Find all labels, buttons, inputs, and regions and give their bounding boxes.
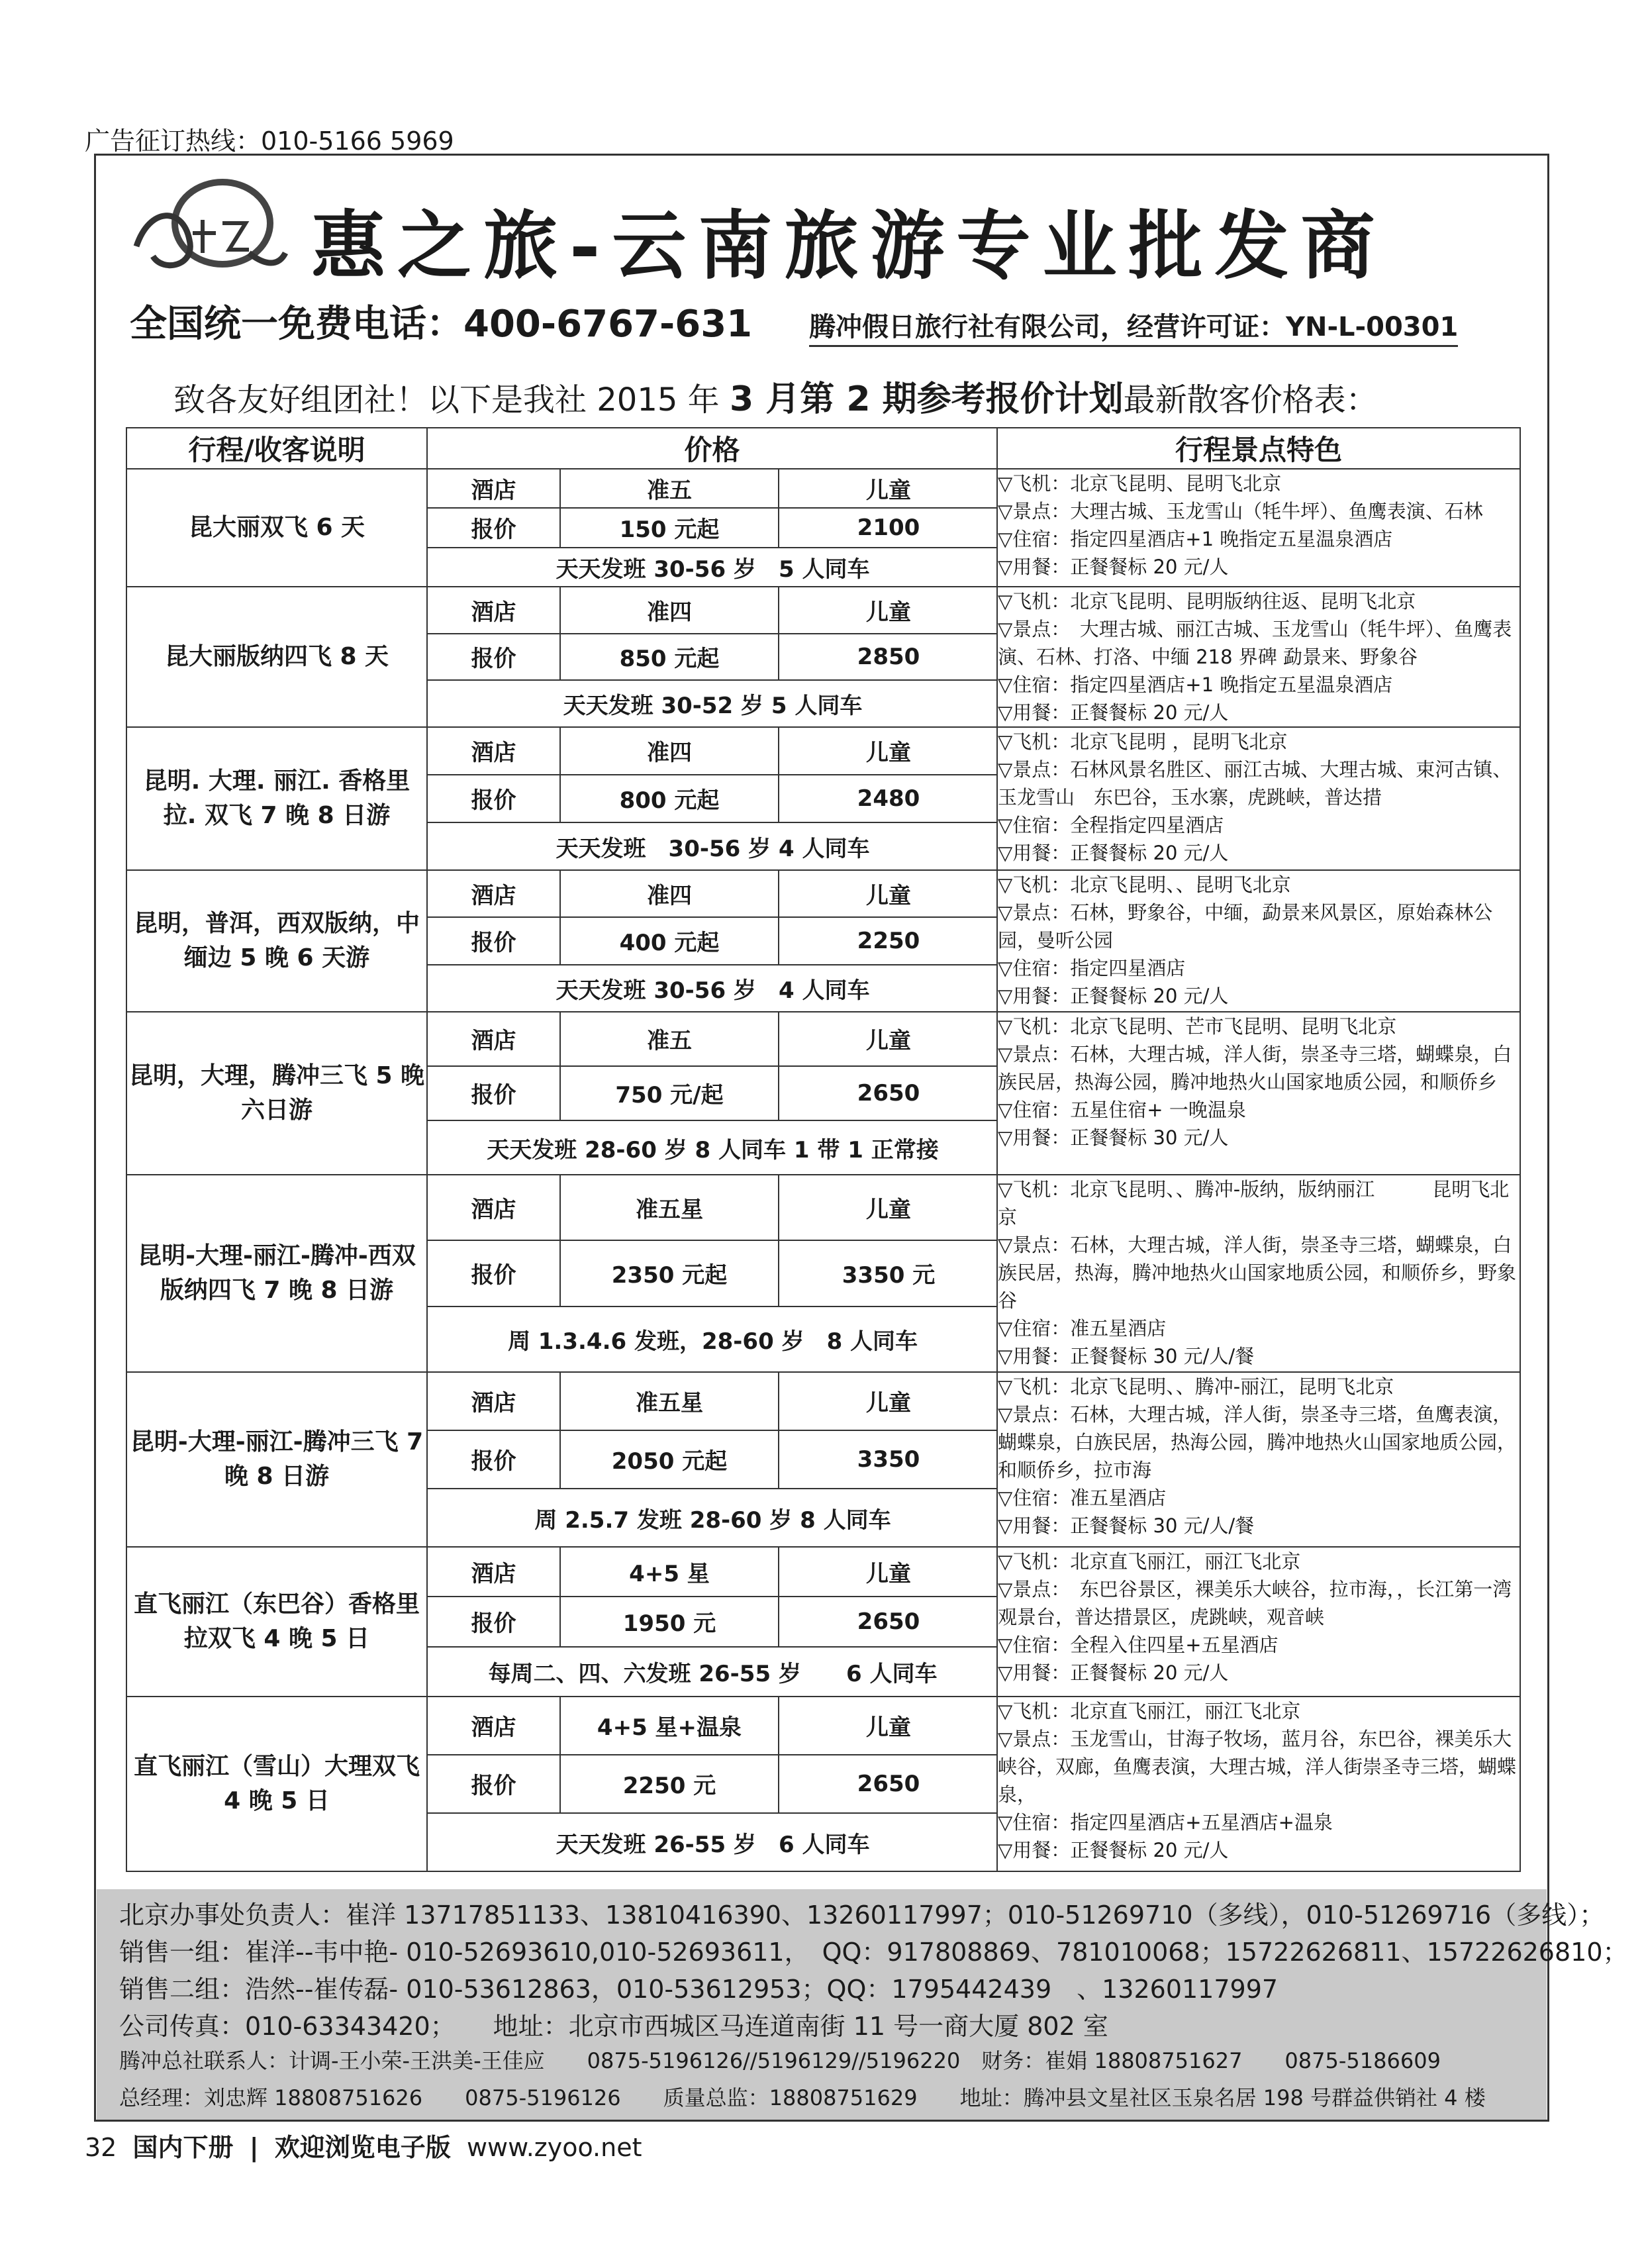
route-name: 直飞丽江（东巴谷）香格里拉双飞 4 晚 5 日 [126,1547,427,1697]
feature-line: ▽景点：石林，大理古城，洋人街，崇圣寺三塔，蝴蝶泉，白族民居，热海，腾冲地热火山国家地质公园，和顺侨乡，野象谷 [998,1234,1517,1312]
price-table [126,427,1521,1872]
feature-line: ▽飞机：北京飞昆明、昆明飞北京 [998,472,1282,495]
feature-line: ▽用餐：正餐餐标 30 元/人/餐 [998,1345,1255,1367]
adult-price: 2350 元起 [560,1240,779,1307]
tour-row [126,1372,1520,1547]
contact-fax-address: 公司传真：010-63343420； 地址：北京市西城区马连道南街 11 号一商大厦 802 室 [119,2012,1108,2041]
adult-price: 850 元起 [560,634,779,681]
intro-plan: 参考报价计划 [916,379,1124,419]
tour-row [126,1175,1520,1372]
feature-line: ▽住宿：指定四星酒店+1 晚指定五星温泉酒店 [998,528,1393,550]
hotel-grade: 准五 [560,1012,779,1066]
hotel-label: 酒店 [428,1175,560,1240]
child-label: 儿童 [779,587,998,634]
feature-line: ▽住宿：五星住宿+ 一晚温泉 [998,1099,1246,1121]
child-price: 2650 [779,1066,998,1120]
price-label: 报价 [428,775,560,822]
hotel-label: 酒店 [428,1548,560,1597]
price-grid [428,1012,998,1174]
feature-cell [997,1012,1520,1175]
feature-line: ▽飞机：北京直飞丽江，丽江飞北京 [998,1700,1301,1722]
hotel-grade: 准四 [560,871,779,917]
price-grid [428,469,998,586]
feature-line: ▽飞机：北京飞昆明 ，昆明飞北京 [998,730,1288,753]
tour-row [126,870,1520,1012]
feature-line: ▽飞机：北京飞昆明、芒市飞昆明、昆明飞北京 [998,1015,1397,1038]
feature-cell [997,870,1520,1012]
child-price: 2650 [779,1755,998,1813]
tour-row [126,1547,1520,1697]
hotel-label: 酒店 [428,871,560,917]
head-route: 行程/收客说明 [126,428,427,469]
price-rows [126,469,1520,1871]
feature-line: ▽用餐：正餐餐标 20 元/人 [998,842,1229,864]
feature-line: ▽用餐：正餐餐标 20 元/人 [998,1839,1229,1861]
tour-row [126,727,1520,870]
adult-price: 150 元起 [560,508,779,547]
feature-cell [997,1697,1520,1871]
brand-logo-icon [123,167,289,279]
feature-cell [997,587,1520,727]
hotel-label: 酒店 [428,469,560,508]
child-price: 2250 [779,917,998,965]
departure-note: 天天发班 26-55 岁 6 人同车 [555,1831,870,1858]
feature-line: ▽住宿：全程入住四星+五星酒店 [998,1634,1279,1656]
feature-line: ▽飞机：北京飞昆明、、腾冲-版纳，版纳丽江 昆明飞北京 [998,1178,1510,1228]
feature-line: ▽用餐：正餐餐标 20 元/人 [998,556,1229,578]
route-name: 昆明-大理-丽江-腾冲-西双版纳四飞 7 晚 8 日游 [126,1175,427,1372]
adult-price: 400 元起 [560,917,779,965]
departure-note: 天天发班 30-56 岁 4 人同车 [555,977,870,1004]
price-cell [427,469,997,587]
feature-line: ▽飞机：北京飞昆明、昆明版纳往返、昆明飞北京 [998,590,1416,613]
price-label: 报价 [428,917,560,965]
contact-beijing: 北京办事处负责人：崔洋 13717851133、13810416390、13260117997；010-51269710（多线），010-51269716（多线）； [119,1900,1605,1930]
hotel-grade: 准五 [560,469,779,508]
price-label: 报价 [428,1430,560,1489]
intro-issue: 3 月第 2 期 [729,379,917,419]
feature-line: ▽用餐：正餐餐标 30 元/人/餐 [998,1514,1255,1537]
price-grid [428,728,998,869]
footer-separator: | [249,2133,259,2162]
child-price: 2100 [779,508,998,547]
feature-line: ▽用餐：正餐餐标 20 元/人 [998,701,1229,724]
price-grid [428,1548,998,1696]
contact-manager: 总经理：刘忠辉 18808751626 0875-5196126 质量总监：18808751629 地址：腾冲县文星社区玉泉名居 198 号群益供销社 4 楼 [119,2085,1486,2110]
contact-panel [97,1889,1628,2120]
route-name: 直飞丽江（雪山）大理双飞 4 晚 5 日 [126,1697,427,1871]
price-label: 报价 [428,1240,560,1307]
hotel-label: 酒店 [428,728,560,775]
departure-note: 天天发班 30-56 岁 5 人同车 [555,556,870,583]
child-label: 儿童 [779,1548,998,1597]
feature-cell [997,1372,1520,1547]
route-name: 昆大丽双飞 6 天 [126,469,427,587]
tour-row [126,469,1520,587]
page-number: 32 [85,2133,117,2162]
brand-title: 惠之旅-云南旅游专业批发商 [311,203,1387,289]
hotel-grade: 准四 [560,728,779,775]
child-label: 儿童 [779,728,998,775]
price-grid [428,587,998,726]
price-cell [427,1372,997,1547]
feature-cell [997,1547,1520,1697]
child-label: 儿童 [779,1012,998,1066]
child-label: 儿童 [779,1175,998,1240]
child-label: 儿童 [779,1697,998,1755]
price-grid [428,1373,998,1546]
contact-sales-2: 销售二组：浩然--崔传磊- 010-53612863，010-53612953；QQ：1795442439 、13260117997 [119,1975,1279,2004]
feature-line: ▽住宿：指定四星酒店 [998,957,1186,979]
route-name: 昆明，大理，腾冲三飞 5 晚六日游 [126,1012,427,1175]
hotel-grade: 准四 [560,587,779,634]
child-label: 儿童 [779,1373,998,1430]
tour-row [126,1697,1520,1871]
adult-price: 2250 元 [560,1755,779,1813]
page-footer [85,2127,642,2163]
feature-line: ▽景点： 大理古城、丽江古城、玉龙雪山（牦牛坪）、鱼鹰表演、石林、打洛、中缅 218 界碑 勐景来、野象谷 [998,618,1512,668]
child-price: 3350 元 [779,1240,998,1307]
hotel-label: 酒店 [428,1012,560,1066]
route-name: 昆明-大理-丽江-腾冲三飞 7 晚 8 日游 [126,1372,427,1547]
price-label: 报价 [428,508,560,547]
child-price: 3350 [779,1430,998,1489]
departure-note: 天天发班 30-56 岁 4 人同车 [555,835,870,862]
child-label: 儿童 [779,469,998,508]
departure-note: 周 2.5.7 发班 28-60 岁 8 人同车 [534,1506,891,1534]
hotel-grade: 准五星 [560,1373,779,1430]
child-price: 2480 [779,775,998,822]
feature-line: ▽景点：石林风景名胜区、丽江古城、大理古城、束河古镇、玉龙雪山 东巴谷，玉水寨，虎跳峡，普达措 [998,758,1512,809]
price-cell [427,1012,997,1175]
feature-line: ▽景点：石林，大理古城，洋人街，崇圣寺三塔，鱼鹰表演，蝴蝶泉，白族民居，热海公园，腾冲地热火山国家地质公园，和顺侨乡，拉市海 [998,1403,1517,1481]
price-cell [427,1547,997,1697]
feature-cell [997,469,1520,587]
hotline: 全国统一免费电话：400-6767-631 [130,303,753,346]
price-grid [428,1175,998,1371]
feature-line: ▽用餐：正餐餐标 30 元/人 [998,1126,1229,1149]
feature-line: ▽飞机：北京直飞丽江，丽江飞北京 [998,1550,1301,1573]
feature-line: ▽飞机：北京飞昆明、、腾冲-丽江，昆明飞北京 [998,1375,1394,1398]
price-cell [427,870,997,1012]
adult-price: 800 元起 [560,775,779,822]
contact-tengchong: 腾冲总社联系人：计调-王小荣-王洪美-王佳应 0875-5196126//5196129//5196220 财务：崔娟 18808751627 0875-5186609 [119,2048,1441,2073]
intro-part-a: 致各友好组团社！以下是我社 2015 年 [173,381,730,419]
route-name: 昆明. 大理. 丽江. 香格里拉. 双飞 7 晚 8 日游 [126,727,427,870]
hotel-grade: 4+5 星 [560,1548,779,1597]
intro-line [173,371,1378,420]
price-label: 报价 [428,1755,560,1813]
hotel-grade: 准五星 [560,1175,779,1240]
hotel-label: 酒店 [428,587,560,634]
footer-promo: 欢迎浏览电子版 [274,2133,451,2162]
feature-line: ▽用餐：正餐餐标 20 元/人 [998,985,1229,1007]
ad-hotline: 广告征订热线：010-5166 5969 [85,126,454,156]
license-info: 腾冲假日旅行社有限公司，经营许可证：YN-L-00301 [809,306,1458,347]
feature-cell [997,1175,1520,1372]
feature-line: ▽景点：石林，大理古城，洋人街，崇圣寺三塔，蝴蝶泉，白族民居，热海公园，腾冲地热火山国家地质公园，和顺侨乡 [998,1043,1512,1093]
departure-note: 天天发班 30-52 岁 5 人同车 [563,693,863,720]
footer-url[interactable]: www.zyoo.net [466,2133,642,2162]
feature-line: ▽住宿：全程指定四星酒店 [998,814,1224,836]
feature-line: ▽住宿：准五星酒店 [998,1317,1167,1340]
head-price: 价格 [427,428,997,469]
feature-line: ▽用餐：正餐餐标 20 元/人 [998,1661,1229,1684]
price-cell [427,1697,997,1871]
route-name: 昆明，普洱，西双版纳，中缅边 5 晚 6 天游 [126,870,427,1012]
feature-cell [997,727,1520,870]
hotel-grade: 4+5 星+温泉 [560,1697,779,1755]
departure-note: 每周二、四、六发班 26-55 岁 6 人同车 [488,1660,938,1687]
tour-row [126,1012,1520,1175]
adult-price: 2050 元起 [560,1430,779,1489]
departure-note: 周 1.3.4.6 发班，28-60 岁 8 人同车 [507,1328,918,1355]
contact-sales-1: 销售一组：崔洋--韦中艳- 010-52693610,010-52693611， QQ：917808869、781010068；15722626811、15722626810； [119,1938,1628,1967]
child-label: 儿童 [779,871,998,917]
adult-price: 750 元/起 [560,1066,779,1120]
departure-note: 天天发班 28-60 岁 8 人同车 1 带 1 正常接 [487,1136,939,1163]
price-grid [428,1697,998,1871]
price-cell [427,587,997,727]
child-price: 2850 [779,634,998,681]
feature-line: ▽景点：大理古城、玉龙雪山（牦牛坪）、鱼鹰表演、石林 [998,500,1483,522]
feature-line: ▽景点： 东巴谷景区，裸美乐大峡谷，拉市海，，长江第一湾观景台，普达措景区，虎跳峡，观音峡 [998,1578,1512,1628]
price-cell [427,1175,997,1372]
feature-line: ▽住宿：指定四星酒店+五星酒店+温泉 [998,1811,1333,1834]
feature-line: ▽住宿：准五星酒店 [998,1487,1167,1509]
hotel-label: 酒店 [428,1373,560,1430]
feature-line: ▽景点：玉龙雪山，甘海子牧场，蓝月谷，东巴谷，裸美乐大峡谷，双廊，鱼鹰表演，大理古城，洋人街崇圣寺三塔，蝴蝶泉， [998,1728,1517,1806]
feature-line: ▽飞机：北京飞昆明、、昆明飞北京 [998,873,1291,896]
price-label: 报价 [428,634,560,681]
price-grid [428,871,998,1011]
price-cell [427,727,997,870]
head-feature: 行程景点特色 [997,428,1520,469]
hotel-label: 酒店 [428,1697,560,1755]
route-name: 昆大丽版纳四飞 8 天 [126,587,427,727]
price-label: 报价 [428,1597,560,1647]
section-name: 国内下册 [132,2133,234,2162]
price-label: 报价 [428,1066,560,1120]
feature-line: ▽景点：石林，野象谷，中缅，勐景来风景区，原始森林公园，曼听公园 [998,901,1493,952]
adult-price: 1950 元 [560,1597,779,1647]
feature-line: ▽住宿：指定四星酒店+1 晚指定五星温泉酒店 [998,673,1393,696]
intro-part-d: 最新散客价格表： [1123,381,1378,419]
child-price: 2650 [779,1597,998,1647]
tour-row [126,587,1520,727]
